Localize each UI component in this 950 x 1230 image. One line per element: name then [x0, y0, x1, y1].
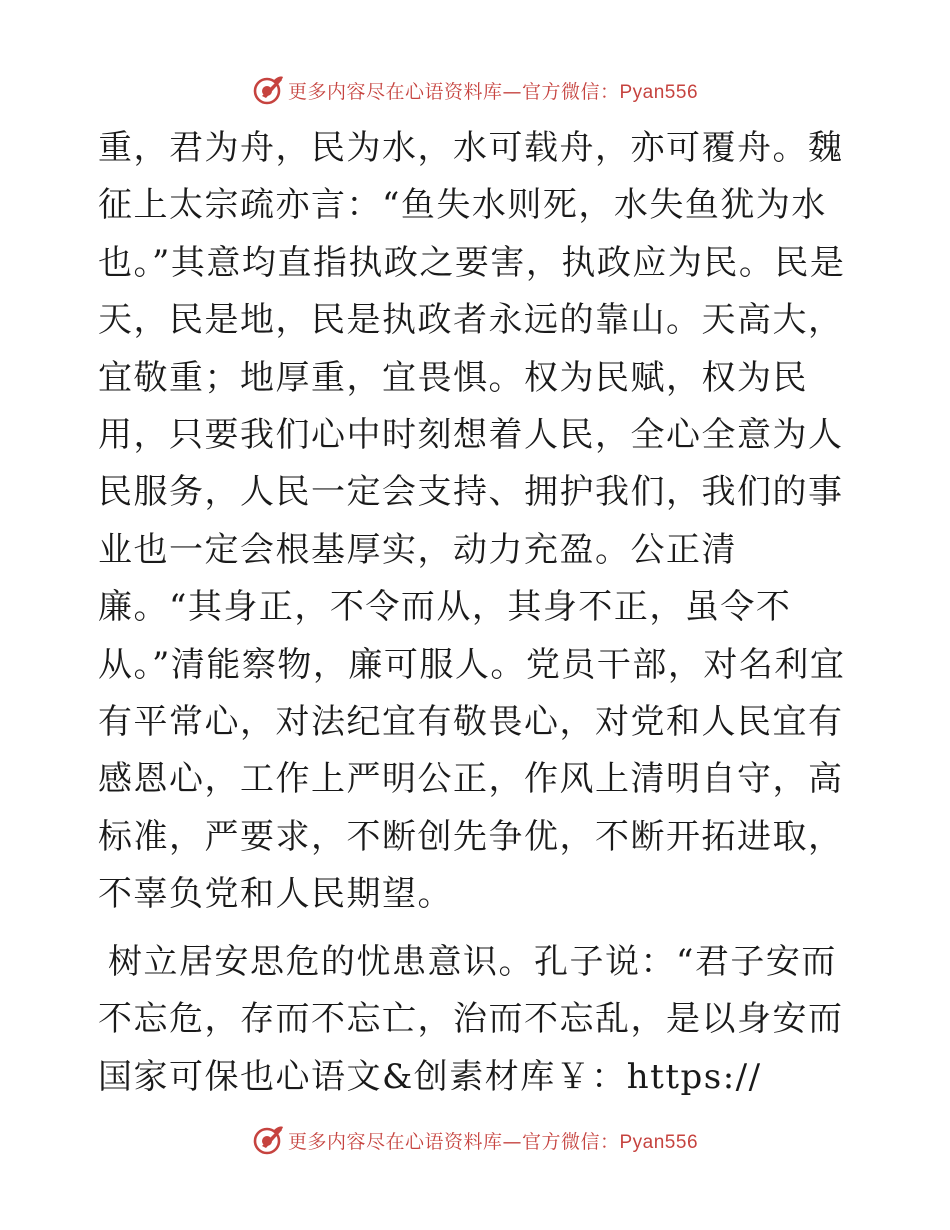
header-banner: [0, 70, 950, 110]
footer-banner-cn: 更多内容尽在心语资料库: [287, 1130, 503, 1153]
header-banner-id: Pyan556: [619, 81, 699, 103]
feather-circle-logo-icon: [252, 1124, 284, 1156]
header-banner-cn: 更多内容尽在心语资料库: [287, 80, 503, 103]
footer-banner: [0, 1120, 950, 1160]
header-banner-dash: —: [502, 80, 522, 103]
footer-banner-text: [288, 1127, 698, 1154]
footer-banner-dash: —: [502, 1130, 522, 1153]
header-banner-official: 官方微信：: [521, 80, 620, 103]
feather-circle-logo-icon: [252, 74, 284, 106]
footer-banner-official: 官方微信：: [521, 1130, 620, 1153]
body-paragraph-1: 重，君为舟，民为水，水可载舟，亦可覆舟。魏征上太宗疏亦言：“鱼失水则死，水失鱼犹为水也。”其意均直指执政之要害，执政应为民。民是天，民是地，民是执政者永远的靠山。天高大，宜敬重；地厚重，宜畏惧。权为民赋，权为民用，只要我们心中时刻想着人民，全心全意为人民服务，人民一定会支持、拥护我们，我们的事业也一定会根基厚实，动力充盈。公正清廉。“其身正，不令而从，其身不正，虽令不从。”清能察物，廉可服人。党员干部，对名利宜有平常心，对法纪宜有敬畏心，对党和人民宜有感恩心，工作上严明公正，作风上清明自守，高标准，严要求，不断创先争优，不断开拓进取，不辜负党和人民期望。: [98, 128, 846, 915]
footer-banner-id: Pyan556: [619, 1131, 699, 1153]
body-paragraph-2: 树立居安思危的忧患意识。孔子说：“君子安而不忘危，存而不忘亡，治而不忘乱，是以身安而国家可保也心语文&创素材库￥：https://: [98, 941, 844, 1097]
document-body: [98, 120, 858, 1106]
header-banner-text: [288, 77, 698, 104]
